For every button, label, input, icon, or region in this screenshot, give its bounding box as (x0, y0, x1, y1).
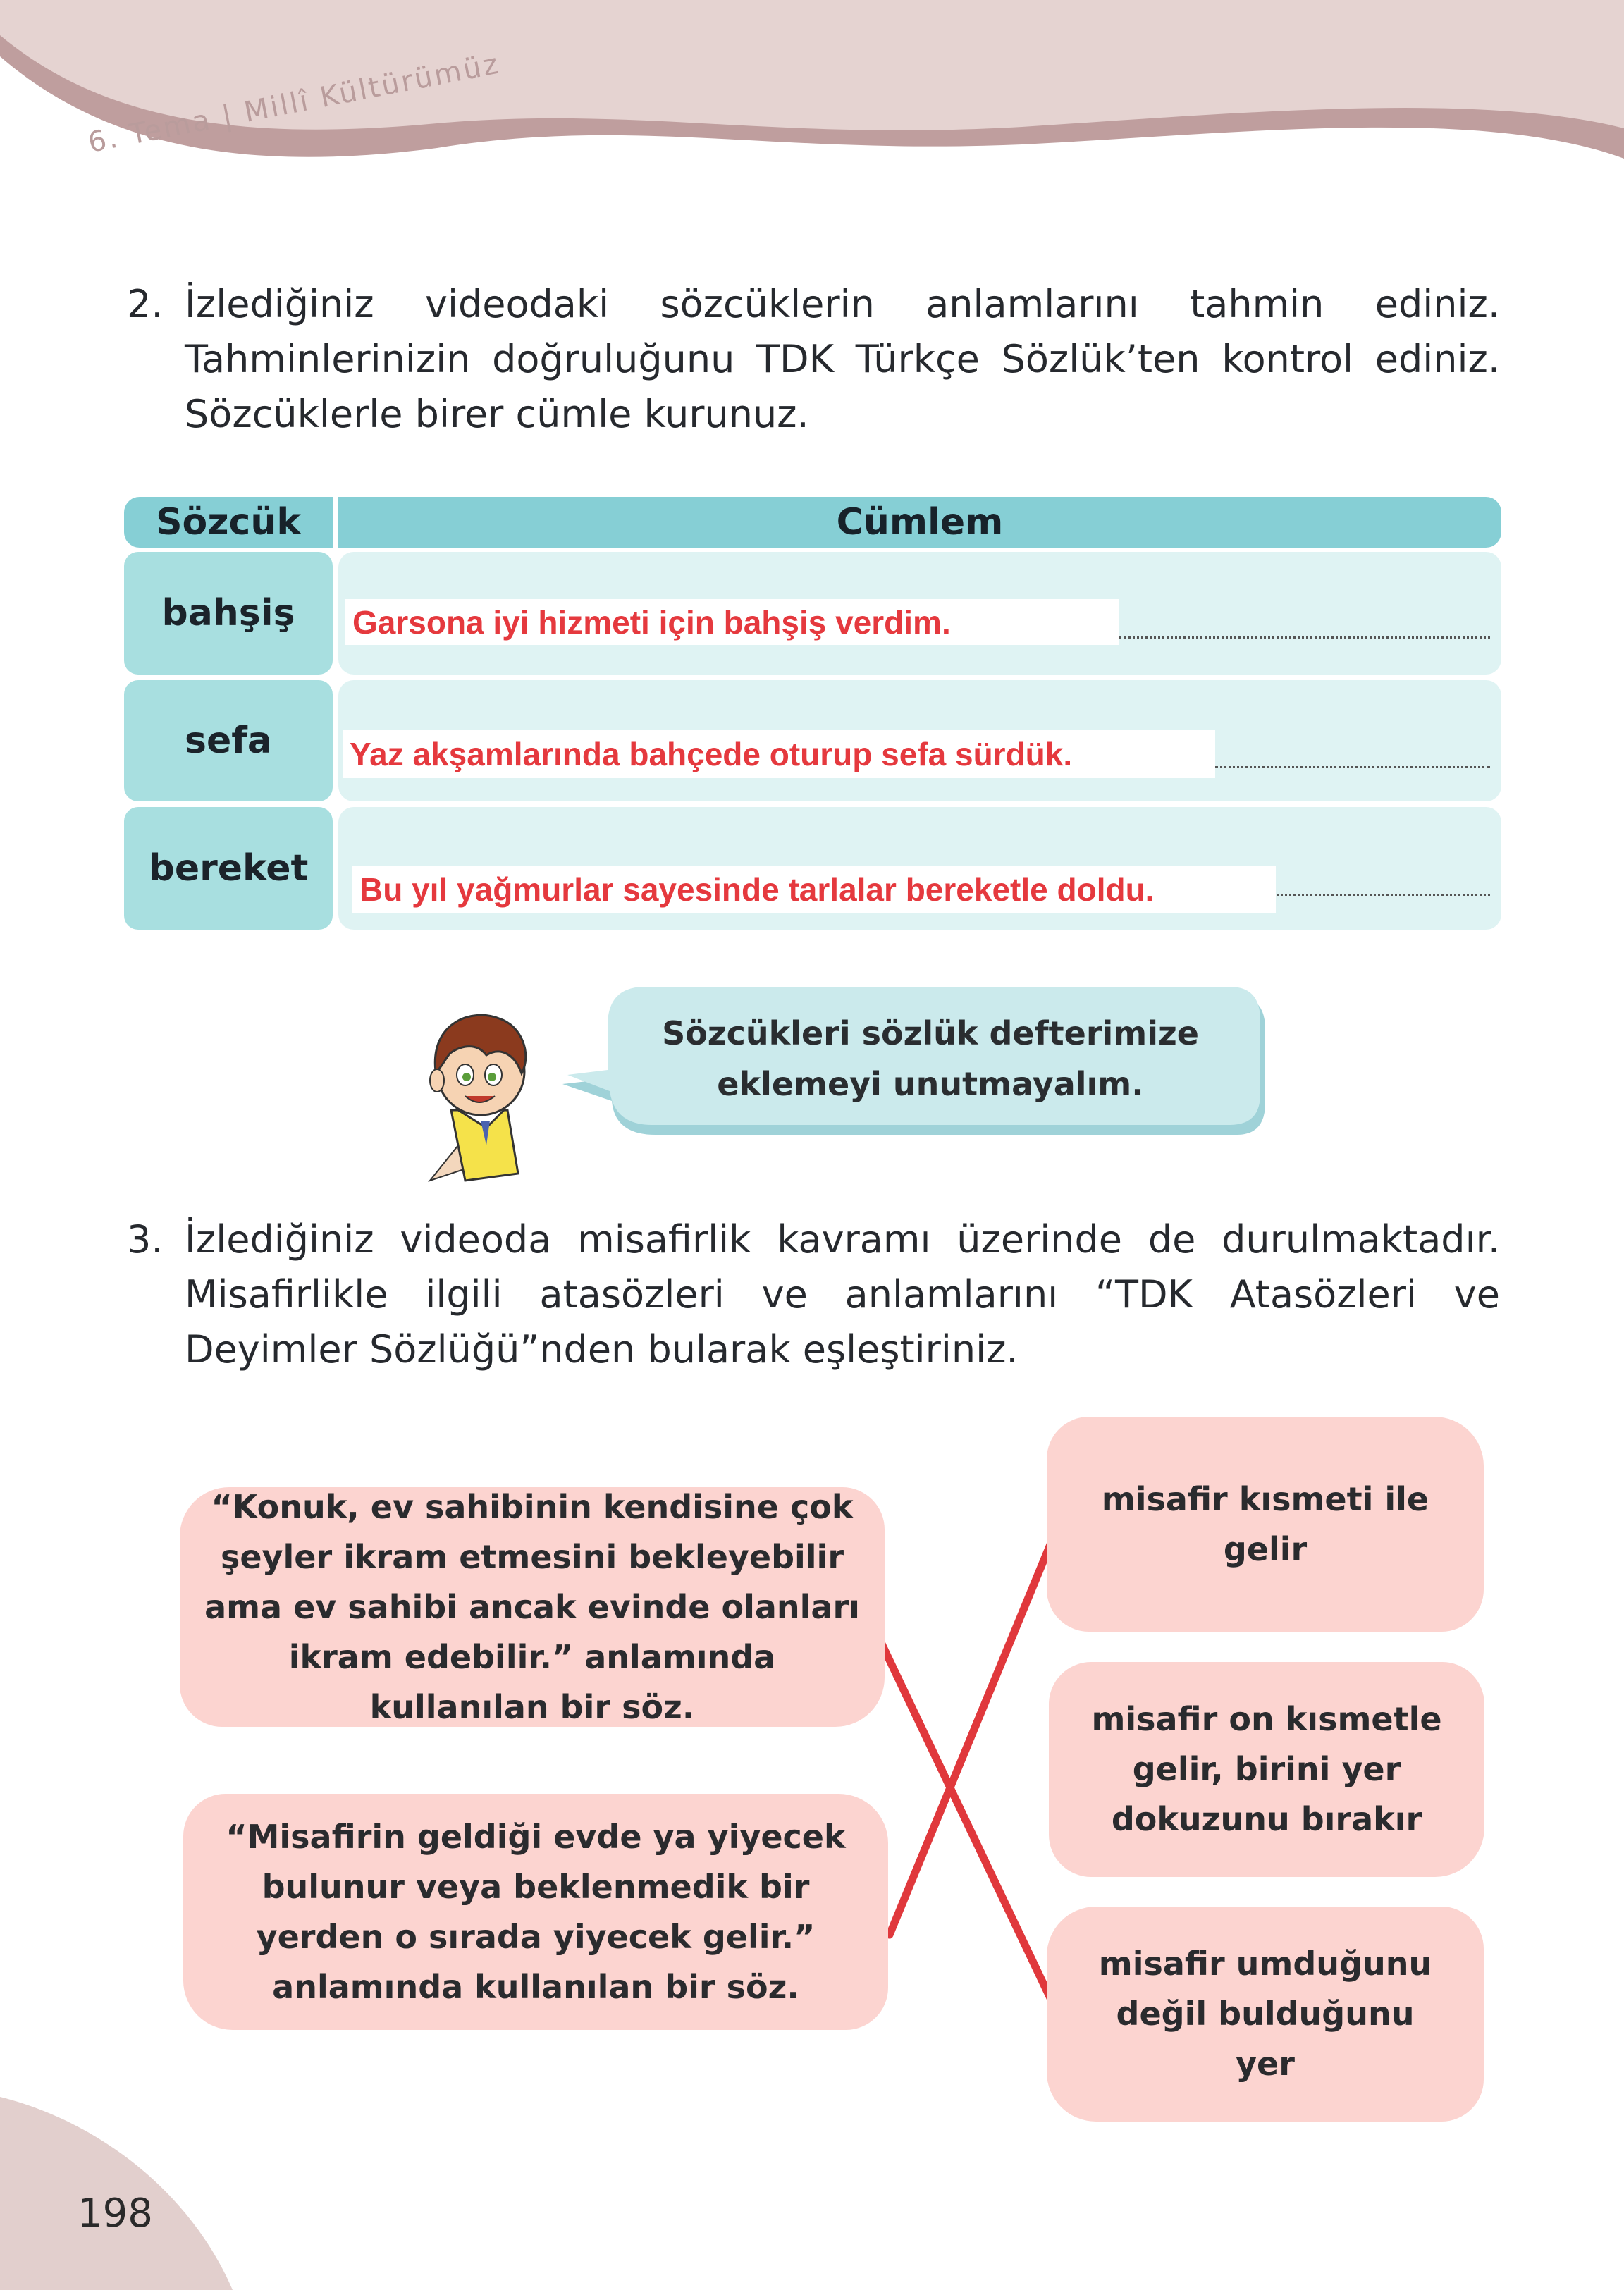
meaning-box-2[interactable] (183, 1794, 888, 2030)
cartoon-boy (430, 1015, 526, 1181)
table-row-word: bahşiş (124, 552, 333, 675)
question-3-number: 3. (127, 1217, 164, 1262)
table-row-word: sefa (124, 680, 333, 801)
speech-bubble-line-1: Sözcükleri sözlük defterimize (662, 1014, 1199, 1052)
table-row-word: bereket (124, 807, 333, 930)
page-number: 198 (78, 2191, 153, 2236)
matching-lines (873, 1519, 1061, 2016)
question-2 (127, 277, 1500, 446)
dotted-line (1215, 766, 1490, 768)
speech-bubble-line-2: eklemeyi unutmayalım. (717, 1065, 1144, 1103)
answer-sentence[interactable]: Garsona iyi hizmeti için bahşiş verdim. (345, 599, 1119, 645)
meaning-text-2: “Misafirin geldiği evde ya yiyecek bulunur veya beklenmedik bir yerden o sırada yiyecek gelir.” anlamında kullanılan bir söz. (226, 1817, 846, 2006)
question-2-number: 2. (127, 282, 164, 326)
proverb-box-3[interactable] (1047, 1907, 1484, 2122)
table-header-word: Sözcük (124, 497, 333, 548)
proverb-text-1: misafir kısmeti ile gelir (1101, 1479, 1429, 1568)
proverb-text-3: misafir umduğunu değil bulduğunu yer (1098, 1945, 1432, 2083)
question-3 (127, 1212, 1500, 1381)
theme-label: 6. Tema | Millî Kültürümüz (85, 47, 503, 159)
speech-bubble-text (613, 1008, 1248, 1109)
proverb-box-2[interactable] (1049, 1662, 1484, 1877)
matching-line-1 (873, 1625, 1059, 2016)
question-3-text: İzlediğiniz videoda misafirlik kavramı üzerinde de durulmaktadır. Misafirlikle ilgili atasözleri ve anlamlarını “TDK Atasözleri ve Deyimler Sözlüğü”nden bularak eşleştiriniz. (185, 1217, 1500, 1372)
proverb-box-1[interactable] (1047, 1417, 1484, 1632)
dotted-line (1277, 894, 1490, 896)
question-2-text: İzlediğiniz videodaki sözcüklerin anlamlarını tahmin ediniz. Tahminlerinizin doğruluğunu TDK Türkçe Sözlük’ten kontrol ediniz. Sözcüklerle birer cümle kurunuz. (185, 282, 1500, 436)
dotted-line (1119, 636, 1490, 639)
meaning-text-1: “Konuk, ev sahibinin kendisine çok şeyler ikram etmesini bekleyebilir ama ev sahibi ancak evinde olanları ikram edebilir.” anlamında kullanılan bir söz. (204, 1487, 860, 1726)
meaning-box-1[interactable] (180, 1487, 885, 1727)
proverb-text-2: misafir on kısmetle gelir, birini yer dokuzunu bırakır (1091, 1700, 1442, 1838)
table-header-sentence: Cümlem (338, 497, 1501, 548)
answer-sentence[interactable]: Bu yıl yağmurlar sayesinde tarlalar bereketle doldu. (352, 866, 1276, 913)
answer-sentence[interactable]: Yaz akşamlarında bahçede oturup sefa sürdük. (343, 730, 1215, 778)
matching-line-2 (890, 1519, 1061, 1935)
